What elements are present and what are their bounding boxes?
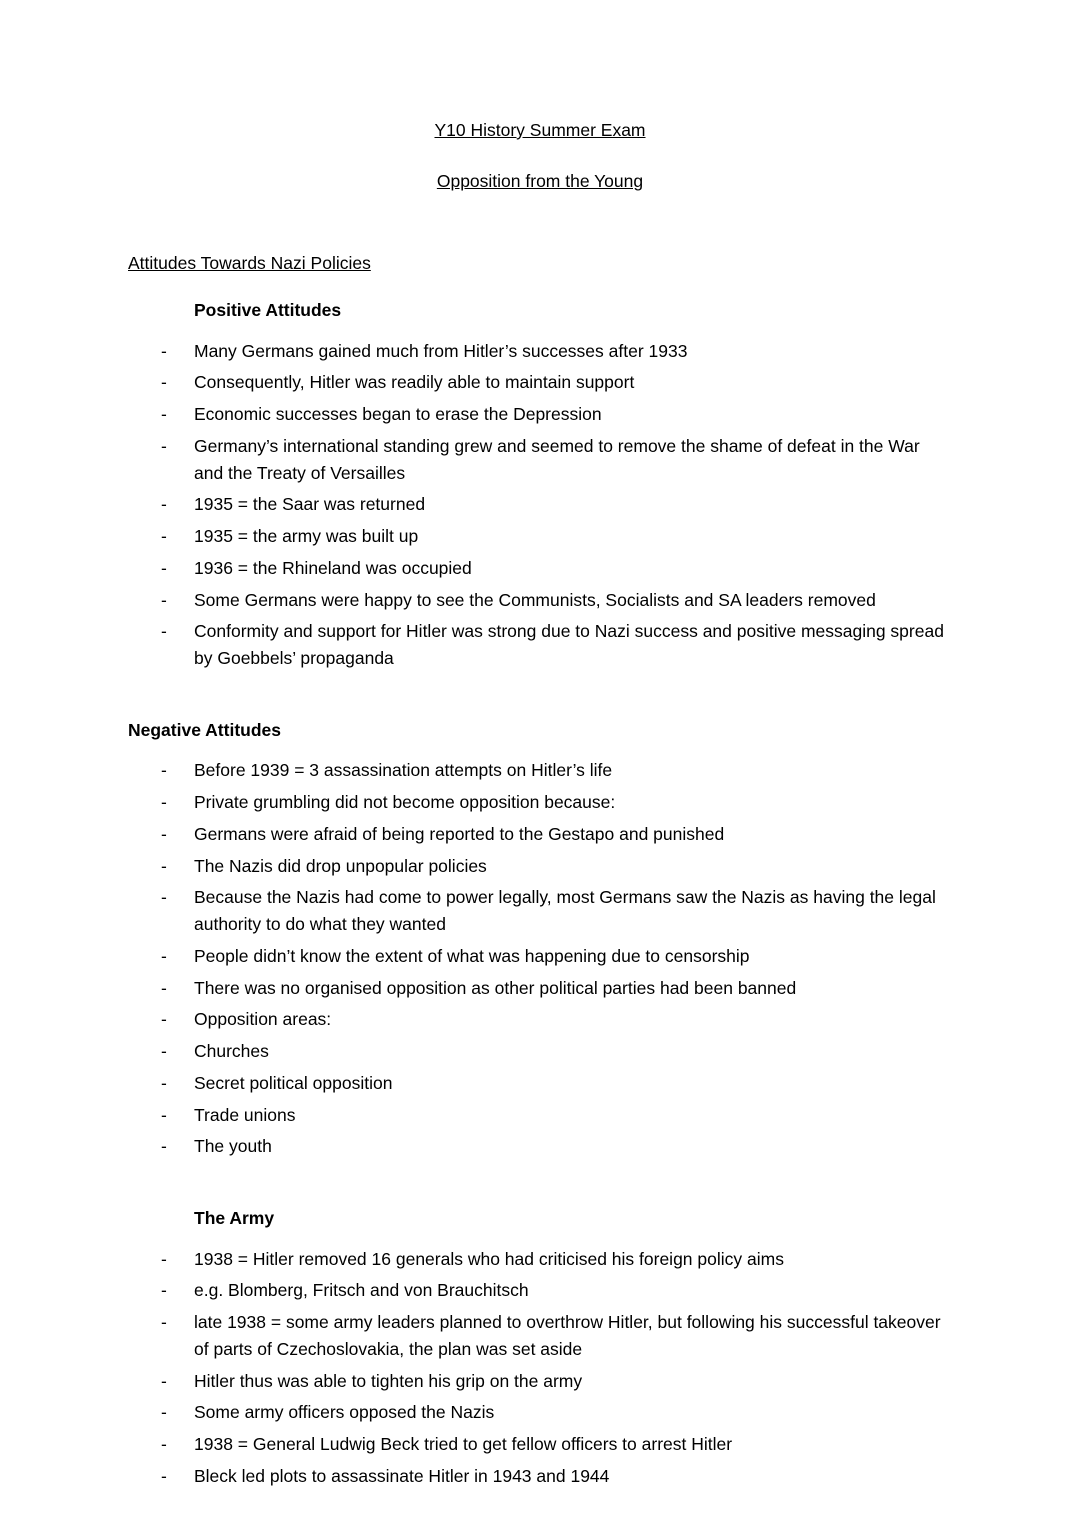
bullet-marker: - — [161, 1312, 167, 1333]
document-subtitle: Opposition from the Young — [436, 171, 644, 192]
bullet-marker: - — [161, 1434, 167, 1455]
list-item-text: e.g. Blomberg, Fritsch and von Brauchitsch — [194, 1280, 529, 1301]
bullet-marker: - — [161, 760, 167, 781]
bullet-marker: - — [161, 1104, 167, 1125]
list-item-text: Secret political opposition — [194, 1072, 393, 1093]
list-item-text: There was no organised opposition as other political parties had been banned — [194, 977, 797, 998]
list-item — [128, 1399, 952, 1426]
bullet-marker: - — [161, 1370, 167, 1391]
subheading-negative-attitudes: Negative Attitudes — [128, 719, 281, 740]
bullet-marker: - — [161, 621, 167, 642]
bullet-marker: - — [161, 404, 167, 425]
list-item-text: Conformity and support for Hitler was strong due to Nazi success and positive messaging spread by Goebbels’ propaganda — [194, 621, 944, 669]
bullet-marker: - — [161, 1465, 167, 1486]
list-item-text: Bleck led plots to assassinate Hitler in 1943 and 1944 — [194, 1465, 610, 1486]
list-item-text: The youth — [194, 1136, 272, 1157]
list-item-text: Hitler thus was able to tighten his grip on the army — [194, 1370, 583, 1391]
list-item-text: Because the Nazis had come to power legally, most Germans saw the Nazis as having the legal authority to do what they wanted — [194, 887, 936, 935]
list-positive-attitudes — [128, 338, 952, 672]
list-the-army — [128, 1246, 952, 1490]
bullet-marker: - — [161, 887, 167, 908]
list-item — [128, 401, 952, 428]
bullet-marker: - — [161, 1402, 167, 1423]
list-item — [128, 587, 952, 614]
list-item — [128, 1006, 952, 1033]
list-item — [128, 1246, 952, 1273]
bullet-marker: - — [161, 1280, 167, 1301]
bullet-marker: - — [161, 1041, 167, 1062]
list-item — [128, 523, 952, 550]
list-item — [128, 433, 952, 487]
list-item — [128, 1368, 952, 1395]
list-item — [128, 1070, 952, 1097]
list-item — [128, 789, 952, 816]
list-item-text: The Nazis did drop unpopular policies — [194, 855, 487, 876]
list-item-text: late 1938 = some army leaders planned to overthrow Hitler, but following his successful takeover of parts of Czechoslovakia, the plan was set aside — [194, 1312, 941, 1359]
list-item-text: Some Germans were happy to see the Communists, Socialists and SA leaders removed — [194, 589, 876, 610]
bullet-marker: - — [161, 435, 167, 456]
list-item-text: Trade unions — [194, 1104, 296, 1125]
list-item-text: Consequently, Hitler was readily able to maintain support — [194, 372, 635, 393]
subheading-the-army: The Army — [194, 1208, 275, 1229]
list-item — [128, 369, 952, 396]
list-item-text: Many Germans gained much from Hitler’s successes after 1933 — [194, 340, 688, 361]
list-item-text: 1938 = Hitler removed 16 generals who had criticised his foreign policy aims — [194, 1248, 784, 1269]
list-item — [128, 1309, 952, 1363]
bullet-marker: - — [161, 372, 167, 393]
document-title: Y10 History Summer Exam — [434, 120, 646, 140]
list-item-text: Germany’s international standing grew and seemed to remove the shame of defeat in the War and the Treaty of Versailles — [194, 435, 920, 483]
list-item — [128, 1431, 952, 1458]
list-item — [128, 1277, 952, 1304]
list-item-text: Some army officers opposed the Nazis — [194, 1402, 495, 1423]
list-item-text: Before 1939 = 3 assassination attempts on Hitler’s life — [194, 760, 613, 781]
list-item — [128, 491, 952, 518]
bullet-marker: - — [161, 589, 167, 610]
list-item — [128, 821, 952, 848]
bullet-marker: - — [161, 340, 167, 361]
section-heading-attitudes: Attitudes Towards Nazi Policies — [128, 252, 371, 273]
bullet-marker: - — [161, 1009, 167, 1030]
list-item-text: Opposition areas: — [194, 1009, 332, 1030]
list-item-text: Economic successes began to erase the Depression — [194, 404, 602, 425]
bullet-marker: - — [161, 855, 167, 876]
subheading-positive-attitudes: Positive Attitudes — [194, 300, 342, 321]
bullet-marker: - — [161, 1248, 167, 1269]
list-item — [128, 975, 952, 1002]
bullet-marker: - — [161, 526, 167, 547]
list-item — [128, 1038, 952, 1065]
bullet-marker: - — [161, 823, 167, 844]
list-item-text: 1938 = General Ludwig Beck tried to get fellow officers to arrest Hitler — [194, 1434, 733, 1455]
list-item — [128, 757, 952, 784]
list-item-text: 1936 = the Rhineland was occupied — [194, 557, 472, 578]
list-item — [128, 338, 952, 365]
bullet-marker: - — [161, 557, 167, 578]
list-item — [128, 1133, 952, 1160]
bullet-marker: - — [161, 494, 167, 515]
list-negative-attitudes — [128, 757, 952, 1160]
bullet-marker: - — [161, 945, 167, 966]
bullet-marker: - — [161, 1136, 167, 1157]
list-item — [128, 943, 952, 970]
list-item-text: Churches — [194, 1041, 269, 1062]
list-item-text: Private grumbling did not become opposition because: — [194, 792, 616, 813]
list-item-text: 1935 = the army was built up — [194, 526, 419, 547]
list-item — [128, 555, 952, 582]
bullet-marker: - — [161, 1072, 167, 1093]
list-item-text: Germans were afraid of being reported to the Gestapo and punished — [194, 823, 725, 844]
list-item — [128, 1463, 952, 1490]
list-item — [128, 618, 952, 672]
bullet-marker: - — [161, 792, 167, 813]
list-item — [128, 853, 952, 880]
bullet-marker: - — [161, 977, 167, 998]
list-item-text: People didn’t know the extent of what was happening due to censorship — [194, 945, 750, 966]
list-item — [128, 884, 952, 938]
list-item-text: 1935 = the Saar was returned — [194, 494, 426, 515]
list-item — [128, 1102, 952, 1129]
